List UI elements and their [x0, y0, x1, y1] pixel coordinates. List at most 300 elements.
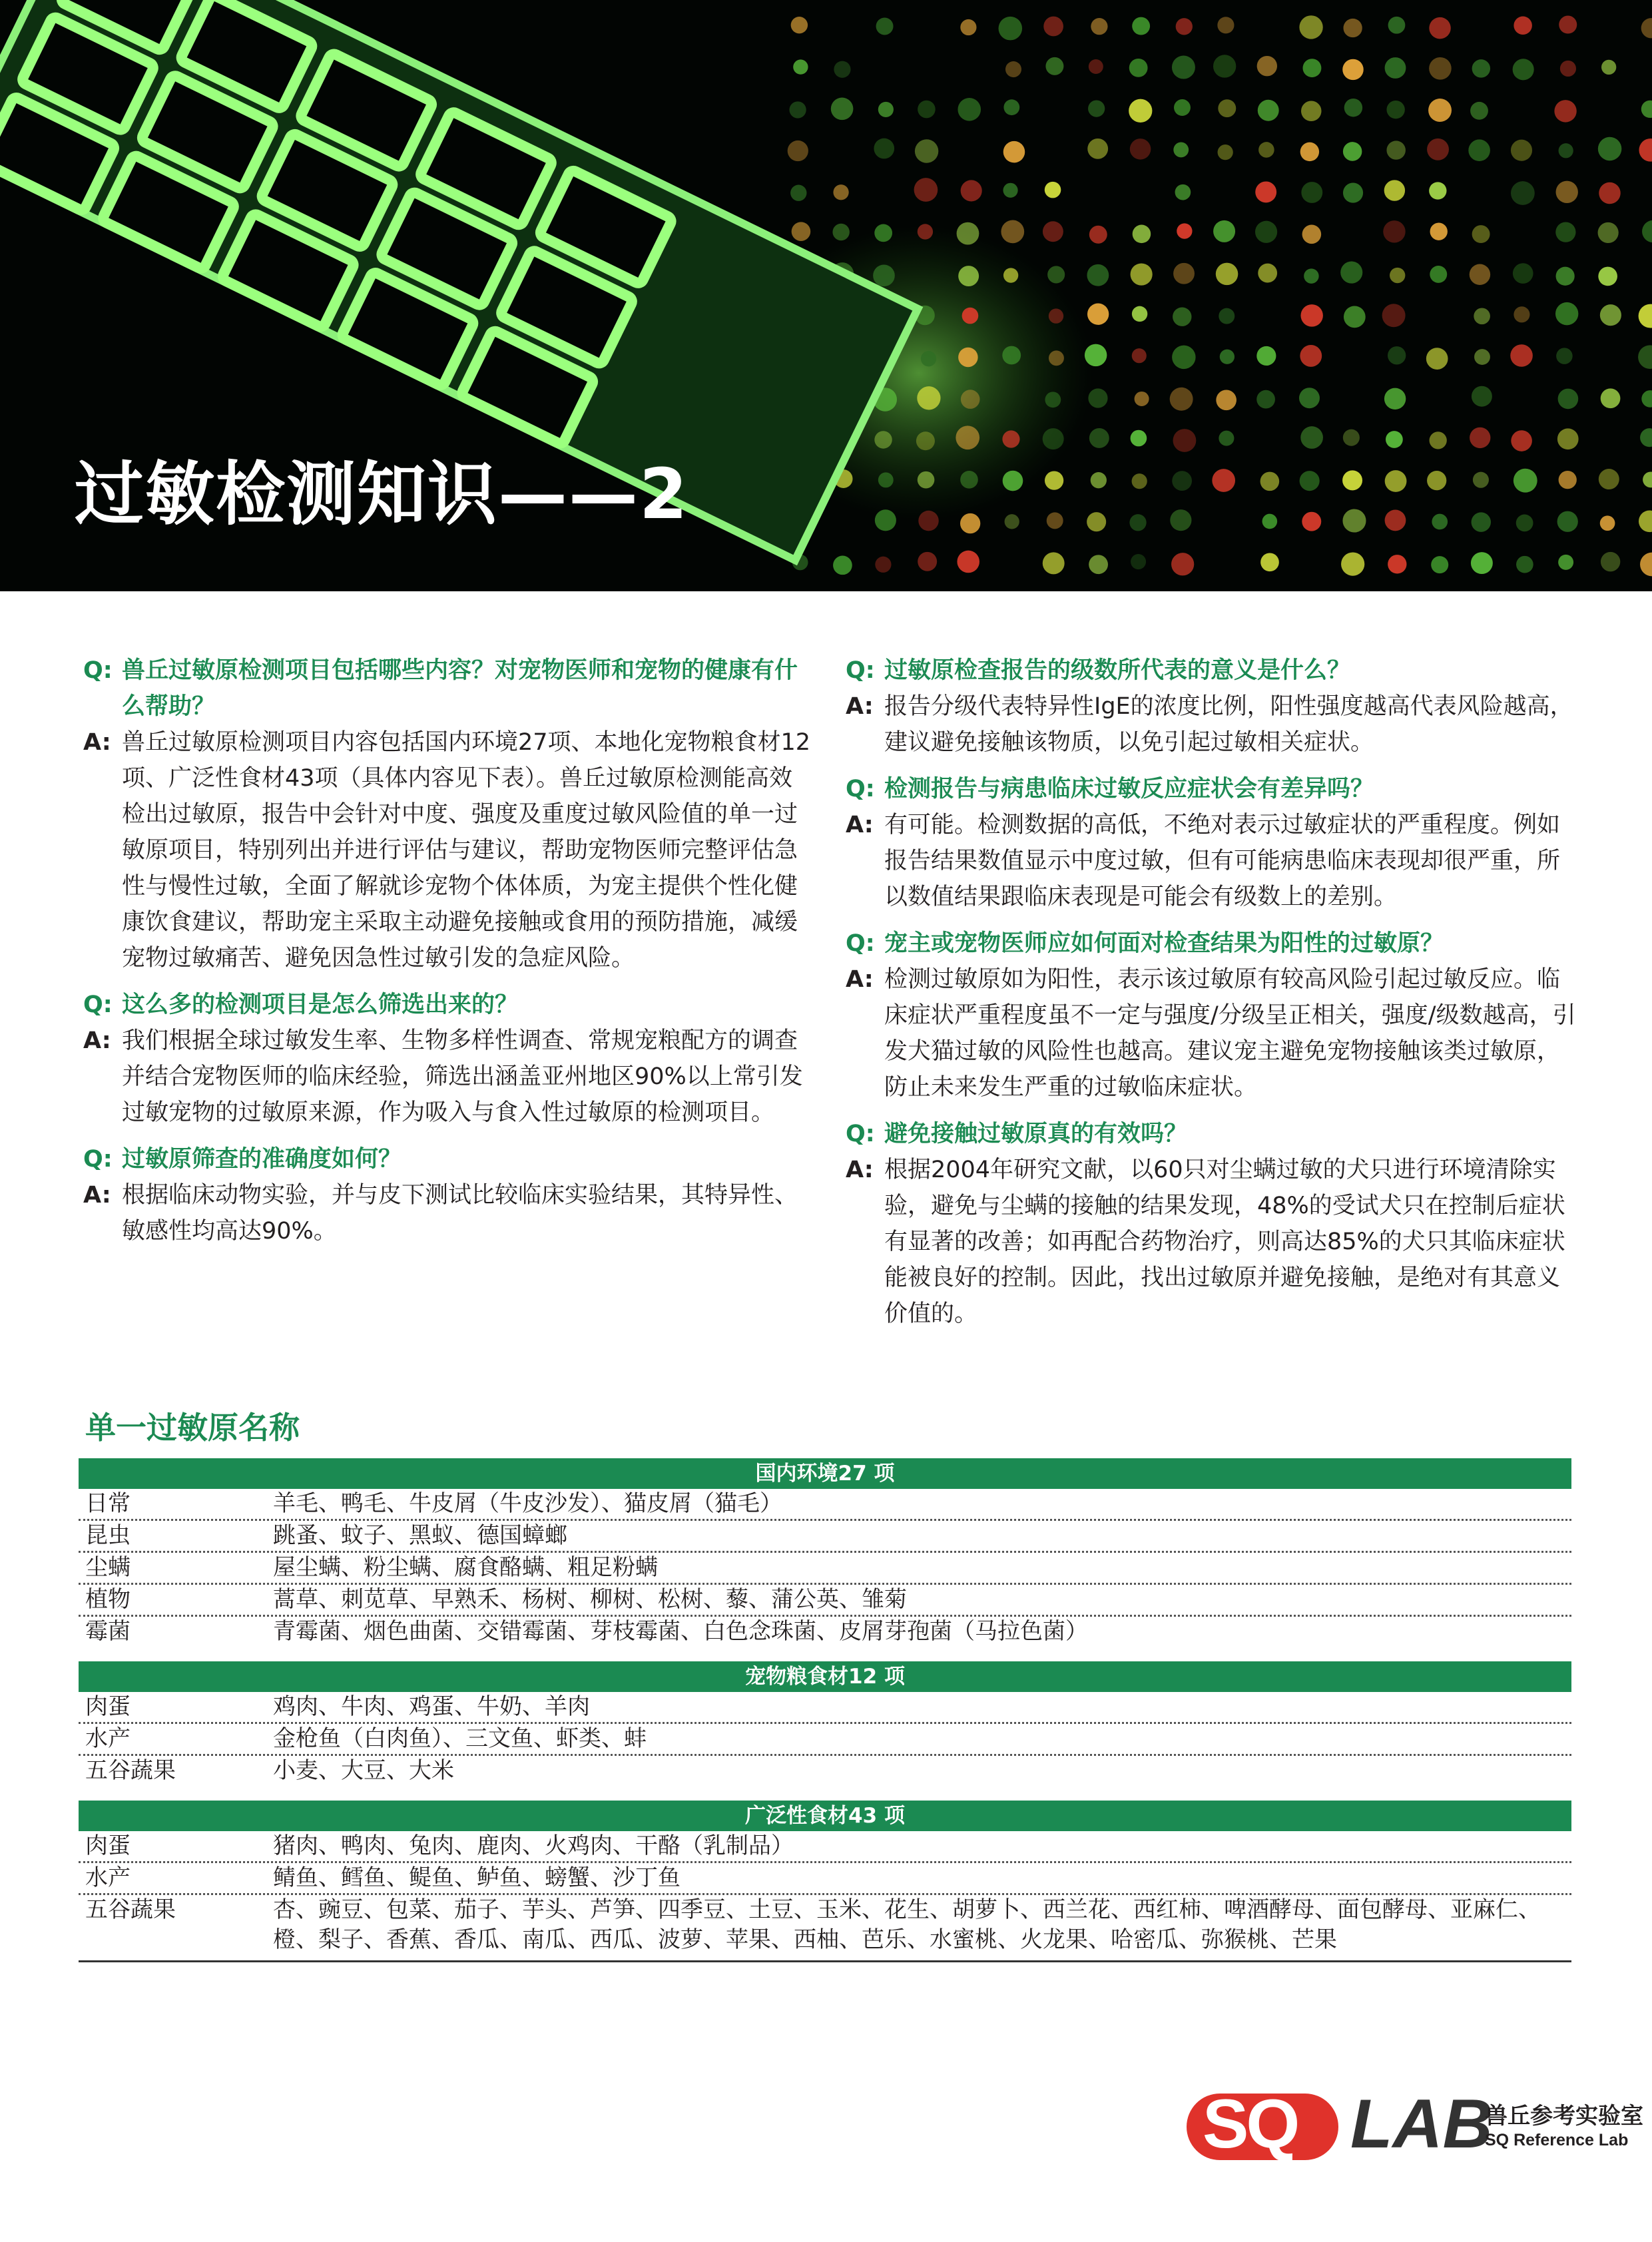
- microarray-dot: [878, 472, 894, 487]
- microarray-dot: [790, 185, 806, 201]
- sq-lab-logo: [1184, 2084, 1643, 2164]
- microarray-dot: [1343, 19, 1362, 37]
- row-items: 猪肉、鸭肉、兔肉、鹿肉、火鸡肉、干酪（乳制品）: [273, 1832, 794, 1859]
- answer-marker: A:: [846, 966, 874, 993]
- microarray-dot: [1043, 17, 1063, 37]
- microarray-dot: [958, 348, 978, 368]
- microarray-dot: [1600, 304, 1621, 326]
- microarray-dot: [1172, 56, 1195, 79]
- microarray-dot: [1470, 102, 1488, 120]
- microarray-dot: [1385, 470, 1407, 492]
- table-row: [79, 1863, 1571, 1895]
- microarray-dot: [875, 509, 896, 531]
- microarray-dot: [1256, 346, 1276, 366]
- faq-answer: [83, 1177, 816, 1249]
- answer-marker: A:: [846, 693, 874, 720]
- microarray-dot: [1472, 59, 1490, 77]
- faq-question: [846, 771, 1578, 807]
- microarray-dot: [1601, 60, 1616, 75]
- microarray-dot: [1556, 348, 1573, 364]
- faq-answer: [846, 689, 1578, 760]
- answer-text: 兽丘过敏原检测项目内容包括国内环境27项、本地化宠物粮食材12项、广泛性食材43项（具体内容见下表）。兽丘过敏原检测能高效检出过敏原，报告中会针对中度、强度及重度过敏风险值的单一过敏原项目，特别列出并进行评估与建议，帮助宠物医师完整评估急性与慢性过敏，全面了解就诊宠物个体体质，为宠主提供个性化健康饮食建议，帮助宠主采取主动避免接触或食用的预防措施，减缓宠物过敏痛苦、避免因急性过敏引发的急症风险。: [122, 729, 811, 972]
- row-items: 鲭鱼、鳕鱼、鳀鱼、鲈鱼、螃蟹、沙丁鱼: [273, 1864, 681, 1891]
- allergen-group: [79, 1801, 1571, 1962]
- microarray-dot: [1216, 263, 1239, 286]
- microarray-dot: [1129, 99, 1152, 123]
- microarray-dot: [875, 557, 891, 573]
- question-text: 宠主或宠物医师应如何面对检查结果为阳性的过敏原？: [884, 930, 1444, 957]
- microarray-dot: [789, 101, 806, 118]
- faq-item: [846, 771, 1578, 915]
- microarray-dot: [1257, 56, 1277, 76]
- microarray-dot: [1087, 512, 1106, 531]
- group-header: 广泛性食材43 项: [79, 1801, 1571, 1831]
- microarray-dot: [1599, 469, 1619, 489]
- microarray-dot: [1220, 350, 1235, 364]
- microarray-dot: [1001, 220, 1024, 244]
- faq-item: [83, 987, 816, 1131]
- microarray-dot: [1640, 553, 1652, 577]
- microarray-dot: [1173, 142, 1189, 158]
- table-row: [79, 1521, 1571, 1553]
- faq-question: [83, 653, 816, 724]
- microarray-dot: [1003, 99, 1019, 115]
- microarray-dot: [1174, 99, 1191, 116]
- microarray-dot: [1132, 348, 1147, 363]
- microarray-dot: [1388, 555, 1406, 573]
- microarray-dot: [960, 19, 976, 35]
- microarray-dot: [1300, 471, 1320, 491]
- microarray-dot: [833, 555, 852, 575]
- microarray-dot: [1260, 472, 1280, 491]
- faq-left-column: [83, 653, 816, 1260]
- microarray-dot: [1384, 180, 1405, 200]
- microarray-dot: [1132, 473, 1147, 489]
- microarray-dot: [1556, 267, 1575, 286]
- microarray-dot: [1003, 141, 1025, 163]
- microarray-dot: [1262, 514, 1278, 529]
- microarray-dot: [957, 551, 979, 573]
- microarray-dot: [1558, 389, 1579, 410]
- group-header: 国内环境27 项: [79, 1458, 1571, 1489]
- microarray-dot: [1643, 471, 1652, 487]
- microarray-dot: [1385, 510, 1406, 531]
- microarray-dot: [1638, 345, 1652, 369]
- microarray-dot: [1049, 308, 1063, 323]
- microarray-dot: [1600, 515, 1615, 531]
- microarray-dot: [1474, 349, 1490, 365]
- microarray-dot: [1258, 100, 1279, 121]
- faq-item: [846, 1116, 1578, 1332]
- microarray-dot: [1212, 469, 1235, 492]
- table-row: [79, 1617, 1571, 1647]
- microarray-dot: [1088, 388, 1107, 408]
- microarray-dot: [1343, 182, 1363, 202]
- microarray-dot: [1598, 267, 1617, 286]
- microarray-dot: [916, 431, 935, 450]
- microarray-dot: [1087, 139, 1108, 159]
- microarray-dot: [1513, 59, 1534, 80]
- answer-text: 我们根据全球过敏发生率、生物多样性调查、常规宠粮配方的调查并结合宠物医师的临床经验，筛选出涵盖亚州地区90%以上常引发过敏宠物的过敏原来源，作为吸入与食入性过敏原的检测项目。: [122, 1027, 803, 1126]
- microarray-dot: [1429, 57, 1452, 80]
- microarray-dot: [1511, 181, 1535, 205]
- microarray-dot: [1005, 514, 1019, 529]
- row-category: 霉菌: [85, 1618, 131, 1645]
- microarray-dot: [921, 351, 936, 366]
- microarray-dot: [1641, 390, 1652, 408]
- row-items: 小麦、大豆、大米: [273, 1757, 454, 1784]
- microarray-dot: [1599, 182, 1620, 204]
- microarray-dot: [1514, 469, 1537, 493]
- microarray-dot: [1598, 222, 1619, 243]
- microarray-dot: [1556, 181, 1578, 203]
- microarray-dot: [1091, 472, 1107, 488]
- microarray-dot: [1470, 264, 1490, 285]
- microarray-dot: [1386, 101, 1404, 119]
- microarray-dot: [1601, 552, 1620, 571]
- microarray-dot: [1300, 345, 1322, 367]
- table-row: [79, 1489, 1571, 1521]
- microarray-dot: [1089, 555, 1108, 574]
- microarray-dot: [1302, 225, 1322, 244]
- answer-marker: A:: [83, 1027, 111, 1054]
- faq-question: [83, 1141, 816, 1177]
- question-text: 兽丘过敏原检测项目包括哪些内容？对宠物医师和宠物的健康有什么帮助？: [122, 657, 798, 720]
- microarray-dot: [1091, 18, 1107, 35]
- microarray-dot: [1511, 430, 1532, 451]
- microarray-dot: [1088, 100, 1105, 117]
- microarray-dot: [1382, 304, 1406, 327]
- microarray-dot: [1474, 308, 1490, 324]
- microarray-dot: [1171, 553, 1194, 575]
- question-text: 检测报告与病患临床过敏反应症状会有差异吗？: [884, 776, 1374, 802]
- microarray-dot: [1640, 428, 1652, 447]
- microarray-dot: [1256, 390, 1275, 409]
- microarray-dot: [1516, 514, 1533, 531]
- microarray-dot: [1218, 99, 1236, 117]
- faq-answer: [83, 724, 816, 976]
- microarray-dot: [1299, 388, 1320, 408]
- microarray-dot: [1557, 428, 1579, 449]
- microarray-dot: [1383, 220, 1405, 242]
- table-row: [79, 1831, 1571, 1863]
- microarray-dot: [1510, 344, 1533, 367]
- microarray-dot: [1087, 304, 1109, 325]
- microarray-dot: [1132, 306, 1147, 322]
- microarray-dot: [878, 102, 894, 117]
- microarray-dot: [873, 264, 895, 286]
- microarray-dot: [1218, 144, 1233, 160]
- allergen-table: [79, 1458, 1571, 1977]
- microarray-dot: [1386, 140, 1405, 159]
- question-marker: Q:: [83, 657, 113, 684]
- row-category: 昆虫: [85, 1522, 131, 1549]
- microarray-dot: [874, 224, 892, 242]
- row-items: 金枪鱼（白肉鱼）、三文鱼、虾类、蚌: [273, 1725, 647, 1752]
- microarray-dot: [918, 101, 936, 119]
- allergen-group: [79, 1661, 1571, 1786]
- microarray-dot: [1390, 268, 1405, 283]
- row-category: 日常: [85, 1490, 131, 1517]
- microarray-dot: [1559, 143, 1573, 158]
- row-items: 屋尘螨、粉尘螨、腐食酪螨、粗足粉螨: [273, 1554, 658, 1581]
- microarray-dot: [1043, 552, 1065, 574]
- microarray-dot: [1130, 139, 1151, 160]
- microarray-dot: [1642, 220, 1652, 243]
- microarray-dot: [1639, 511, 1652, 533]
- microarray-dot: [1255, 181, 1276, 202]
- table-row: [79, 1692, 1571, 1724]
- microarray-dot: [1429, 17, 1450, 39]
- answer-text: 报告分级代表特异性IgE的浓度比例，阳性强度越高代表风险越高，建议避免接触该物质，以免引起过敏相关症状。: [884, 693, 1573, 756]
- microarray-dot: [1386, 431, 1403, 448]
- table-row: [79, 1756, 1571, 1786]
- table-row: [79, 1585, 1571, 1617]
- microarray-dot: [1003, 471, 1023, 491]
- microarray-dot: [1473, 472, 1489, 488]
- page-title: 过敏检测知识——2: [75, 453, 689, 535]
- logo-chinese-name: 兽丘参考实验室: [1485, 2103, 1643, 2129]
- microarray-dot: [1558, 555, 1573, 570]
- question-marker: Q:: [846, 776, 875, 802]
- microarray-dot: [1513, 263, 1533, 284]
- faq-question: [83, 987, 816, 1023]
- microarray-dot: [961, 390, 980, 409]
- answer-marker: A:: [846, 812, 874, 838]
- microarray-dot: [834, 61, 850, 78]
- row-category: 水产: [85, 1725, 131, 1752]
- microarray-dot: [1043, 221, 1063, 242]
- question-text: 过敏原检查报告的级数所代表的意义是什么？: [884, 657, 1351, 684]
- microarray-dot: [1176, 18, 1193, 35]
- microarray-dot: [958, 266, 979, 286]
- microarray-dot: [1428, 99, 1452, 122]
- microarray-dot: [960, 471, 978, 489]
- microarray-dot: [1554, 100, 1576, 122]
- faq-question: [846, 1116, 1578, 1152]
- question-marker: Q:: [846, 930, 875, 957]
- faq-answer: [846, 1152, 1578, 1332]
- microarray-dot: [793, 59, 808, 74]
- row-category: 五谷蔬果: [85, 1757, 176, 1784]
- microarray-dot: [1343, 429, 1360, 446]
- microarray-dot: [1133, 225, 1151, 244]
- microarray-dot: [1045, 182, 1061, 198]
- faq-item: [83, 1141, 816, 1249]
- microarray-dot: [1641, 101, 1652, 118]
- microarray-dot: [918, 511, 939, 531]
- microarray-dot: [1300, 304, 1322, 326]
- microarray-dot: [1427, 471, 1446, 490]
- microarray-dot: [1045, 392, 1061, 408]
- microarray-dot: [792, 222, 811, 241]
- microarray-dot: [1304, 268, 1318, 283]
- question-marker: Q:: [83, 991, 113, 1018]
- microarray-dot: [1217, 17, 1234, 33]
- question-marker: Q:: [846, 1121, 875, 1147]
- microarray-dot: [1342, 59, 1363, 80]
- microarray-dot: [1135, 392, 1149, 406]
- microarray-dot: [962, 308, 979, 324]
- microarray-dot: [1429, 182, 1446, 199]
- microarray-dot: [1559, 471, 1577, 489]
- microarray-dot: [918, 552, 937, 571]
- answer-marker: A:: [83, 1182, 111, 1209]
- microarray-dot: [876, 17, 894, 35]
- logo-sq-text: SQ: [1203, 2086, 1298, 2163]
- microarray-dot: [1049, 350, 1064, 366]
- microarray-dot: [1470, 427, 1490, 448]
- microarray-dot: [1559, 16, 1577, 34]
- faq-answer: [846, 962, 1578, 1105]
- microarray-dot: [1341, 552, 1364, 575]
- microarray-dot: [999, 17, 1023, 41]
- answer-text: 有可能。检测数据的高低，不绝对表示过敏症状的严重程度。例如报告结果数值显示中度过敏，但有可能病患临床表现却很严重，所以数值结果跟临床表现是可能会有级数上的差别。: [884, 812, 1561, 910]
- microarray-dot: [915, 139, 938, 162]
- microarray-dot: [1557, 511, 1578, 532]
- microarray-dot: [956, 425, 979, 449]
- microarray-dot: [1213, 220, 1235, 242]
- microarray-dot: [1641, 18, 1652, 38]
- microarray-dot: [1170, 509, 1191, 531]
- microarray-dot: [1430, 266, 1447, 283]
- faq-item: [846, 653, 1578, 760]
- microarray-dot: [1560, 61, 1576, 77]
- microarray-dot: [1301, 101, 1322, 122]
- microarray-dot: [1301, 182, 1322, 203]
- microarray-dot: [1388, 17, 1406, 34]
- microarray-dot: [1302, 59, 1321, 77]
- microarray-dot: [1170, 388, 1193, 411]
- row-category: 五谷蔬果: [85, 1896, 176, 1923]
- microarray-dot: [831, 98, 854, 121]
- row-items: 青霉菌、烟色曲菌、交错霉菌、芽枝霉菌、白色念珠菌、皮屑芽孢菌（马拉色菌）: [273, 1618, 1088, 1645]
- faq-right-column: [846, 653, 1578, 1342]
- microarray-dot: [1047, 266, 1065, 283]
- microarray-dot: [917, 386, 940, 410]
- microarray-dot: [1468, 139, 1490, 161]
- row-category: 尘螨: [85, 1554, 131, 1581]
- microarray-dot: [1426, 348, 1448, 370]
- microarray-dot: [1388, 346, 1406, 364]
- question-text: 过敏原筛查的准确度如何？: [122, 1146, 402, 1173]
- hero-banner: [0, 0, 1652, 591]
- row-category: 水产: [85, 1864, 131, 1891]
- microarray-dot: [1131, 554, 1146, 569]
- microarray-dot: [1087, 264, 1109, 286]
- microarray-dot: [1003, 183, 1017, 198]
- microarray-dot: [1129, 59, 1148, 77]
- microarray-dot: [961, 180, 982, 201]
- microarray-dot: [832, 224, 849, 240]
- table-row: [79, 1724, 1571, 1756]
- microarray-dot: [1555, 222, 1575, 242]
- question-text: 避免接触过敏原真的有效吗？: [884, 1121, 1188, 1147]
- microarray-dot: [1344, 306, 1366, 328]
- microarray-dot: [1258, 264, 1277, 283]
- microarray-dot: [1089, 428, 1109, 448]
- microarray-dot: [1216, 390, 1237, 410]
- microarray-dot: [1601, 388, 1621, 408]
- microarray-dot: [1343, 142, 1362, 161]
- row-items: 杏、豌豆、包菜、茄子、芋头、芦笋、四季豆、土豆、玉米、花生、胡萝卜、西兰花、西红柿、啤酒酵母、面包酵母、亚麻仁、橙、梨子、香蕉、香瓜、南瓜、西瓜、波萝、苹果、西柚、芭乐、水蜜桃、火龙果、哈密瓜、弥猴桃、芒果: [273, 1896, 1541, 1953]
- microarray-dot: [957, 222, 979, 245]
- microarray-dot: [1172, 346, 1195, 369]
- microarray-dot: [918, 224, 933, 239]
- microarray-dot: [1219, 308, 1235, 324]
- microarray-dot: [1045, 471, 1063, 489]
- microarray-dot: [1430, 431, 1447, 449]
- row-items: 羊毛、鸭毛、牛皮屑（牛皮沙发）、猫皮屑（猫毛）: [273, 1490, 782, 1517]
- microarray-dot: [1129, 514, 1146, 531]
- microarray-dot: [1431, 556, 1448, 573]
- microarray-dot: [1598, 137, 1622, 161]
- microarray-dot: [1344, 99, 1362, 117]
- microarray-dot: [1340, 262, 1362, 284]
- microarray-dot: [1131, 430, 1147, 447]
- microarray-dot: [1175, 184, 1191, 200]
- faq-question: [846, 926, 1578, 962]
- microarray-dot: [833, 184, 848, 200]
- microarray-dot: [1213, 55, 1236, 77]
- microarray-dot: [1173, 429, 1197, 452]
- logo-lab-text: LAB: [1350, 2086, 1493, 2163]
- row-category: 肉蛋: [85, 1832, 131, 1859]
- microarray-dot: [1089, 59, 1103, 74]
- microarray-dot: [914, 178, 938, 202]
- microarray-dot: [1384, 388, 1406, 410]
- microarray-dot: [1432, 514, 1448, 530]
- microarray-dot: [874, 139, 894, 159]
- row-items: 鸡肉、牛肉、鸡蛋、牛奶、羊肉: [273, 1693, 590, 1720]
- microarray-dot: [1639, 139, 1652, 162]
- microarray-dot: [918, 471, 935, 489]
- microarray-dot: [1002, 430, 1019, 447]
- microarray-dot: [958, 98, 981, 121]
- allergen-section-title: 单一过敏原名称: [85, 1410, 300, 1446]
- faq-item: [83, 653, 816, 976]
- microarray-dot: [1516, 556, 1533, 573]
- microarray-dot: [1472, 386, 1492, 407]
- microarray-dot: [1639, 304, 1652, 328]
- microarray-dot: [1427, 139, 1449, 160]
- microarray-dot: [1002, 346, 1021, 365]
- microarray-dot: [1047, 512, 1063, 529]
- microarray-dot: [1132, 17, 1150, 35]
- row-items: 跳蚤、蚊子、黑蚁、德国蟑螂: [273, 1522, 567, 1549]
- row-category: 植物: [85, 1586, 131, 1613]
- question-marker: Q:: [83, 1146, 113, 1173]
- table-row: [79, 1553, 1571, 1585]
- microarray-dot: [1260, 553, 1279, 571]
- microarray-dot: [1300, 426, 1323, 449]
- microarray-dot: [1005, 61, 1021, 77]
- logo-english-name: SQ Reference Lab: [1485, 2131, 1629, 2149]
- question-text: 这么多的检测项目是怎么筛选出来的？: [122, 991, 519, 1018]
- microarray-dot: [1043, 428, 1064, 449]
- microarray-dot: [960, 513, 980, 533]
- row-category: 肉蛋: [85, 1693, 131, 1720]
- allergen-group: [79, 1458, 1571, 1647]
- microarray-dot: [1385, 57, 1406, 79]
- microarray-dot: [1472, 225, 1490, 243]
- table-row: [79, 1895, 1571, 1955]
- microarray-dot: [1342, 509, 1366, 532]
- microarray-dot: [874, 431, 892, 448]
- faq-item: [846, 926, 1578, 1105]
- microarray-dot: [1472, 512, 1491, 531]
- microarray-dot: [1173, 308, 1191, 326]
